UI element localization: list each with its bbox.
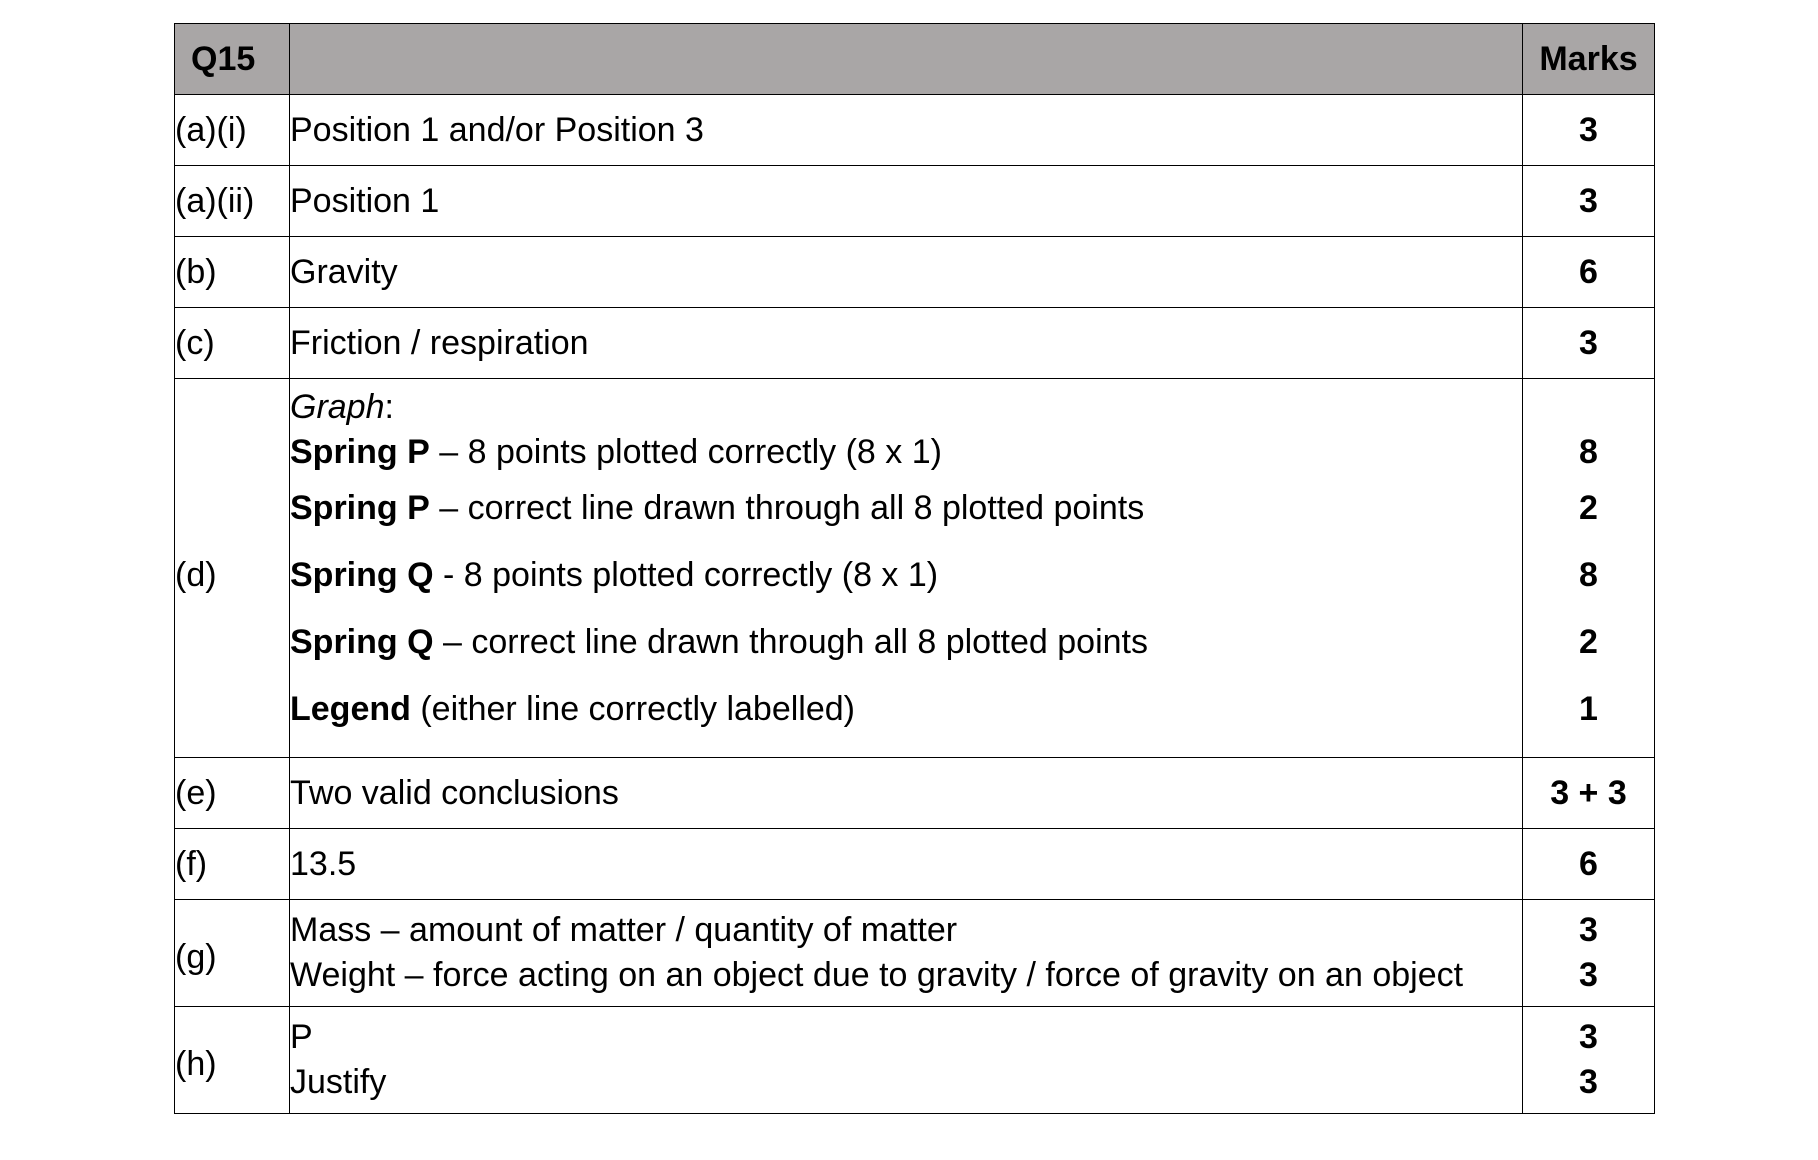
criterion-line [290, 542, 1522, 609]
answer-line: Mass – amount of matter / quantity of matter [290, 911, 958, 949]
criterion-line [290, 430, 1522, 475]
mark-value: 3 [1579, 1063, 1598, 1101]
part-label: (f) [175, 829, 290, 900]
mark-value: 3 [1523, 166, 1655, 237]
criterion-text: - 8 points plotted correctly (8 x 1) [433, 556, 939, 594]
graph-heading [290, 385, 1522, 430]
part-label [175, 900, 290, 1007]
header-blank [290, 24, 1523, 95]
table-row [175, 900, 1655, 1007]
mark-value: 3 [1579, 956, 1598, 994]
header-question: Q15 [175, 24, 290, 95]
part-label [175, 379, 290, 758]
graph-heading-text: Graph [290, 388, 385, 426]
table-row [175, 95, 1655, 166]
table-row-graph [175, 379, 1655, 758]
part-label-text: (h) [175, 1044, 217, 1083]
mark-value: 2 [1579, 623, 1598, 661]
part-label: (c) [175, 308, 290, 379]
criterion-text: – correct line drawn through all 8 plotted points [429, 489, 1145, 527]
mark-value: 1 [1579, 690, 1598, 728]
criterion-line [290, 475, 1522, 542]
part-label: (a)(ii) [175, 166, 290, 237]
header-row [175, 24, 1655, 95]
part-label: (a)(i) [175, 95, 290, 166]
mark-value: 8 [1579, 556, 1598, 594]
mark-column [1523, 900, 1655, 1007]
mark-value: 6 [1523, 829, 1655, 900]
table-row [175, 166, 1655, 237]
criterion-line [290, 609, 1522, 676]
table-row [175, 237, 1655, 308]
mark-value: 3 [1579, 911, 1598, 949]
part-label: (b) [175, 237, 290, 308]
criterion-bold: Legend [290, 690, 411, 728]
answer-text: Friction / respiration [290, 308, 1523, 379]
answer-text: 13.5 [290, 829, 1523, 900]
table-row [175, 758, 1655, 829]
part-label [175, 1007, 290, 1114]
mark-value: 2 [1579, 489, 1598, 527]
answer-text: Two valid conclusions [290, 758, 1523, 829]
answer-line: Justify [290, 1063, 387, 1101]
answer-text: Gravity [290, 237, 1523, 308]
mark-value: 3 + 3 [1523, 758, 1655, 829]
answer-line: P [290, 1018, 313, 1056]
answer-lines [290, 900, 1523, 1007]
table-row [175, 1007, 1655, 1114]
mark-column [1523, 1007, 1655, 1114]
part-label-text: (g) [175, 937, 217, 976]
mark-value: 3 [1523, 95, 1655, 166]
criterion-text: (either line correctly labelled) [410, 690, 855, 728]
header-marks: Marks [1523, 24, 1655, 95]
answer-graph-criteria [290, 379, 1523, 758]
part-label: (e) [175, 758, 290, 829]
mark-column [1523, 379, 1655, 758]
criterion-bold: Spring P [290, 433, 430, 471]
mark-spacer [1523, 385, 1654, 430]
table-row [175, 308, 1655, 379]
criterion-text: – correct line drawn through all 8 plotted points [433, 623, 1148, 661]
table-row [175, 829, 1655, 900]
mark-value: 8 [1579, 433, 1598, 471]
part-label-text: (d) [175, 555, 217, 594]
mark-value: 3 [1579, 1018, 1598, 1056]
criterion-line [290, 676, 1522, 743]
criterion-bold: Spring P [290, 489, 430, 527]
criterion-text: – 8 points plotted correctly (8 x 1) [429, 433, 942, 471]
criterion-bold: Spring Q [290, 556, 434, 594]
mark-value: 3 [1523, 308, 1655, 379]
answer-text: Position 1 [290, 166, 1523, 237]
answer-text: Position 1 and/or Position 3 [290, 95, 1523, 166]
marking-scheme-table [174, 23, 1655, 1114]
answer-lines [290, 1007, 1523, 1114]
answer-line: Weight – force acting on an object due to gravity / force of gravity on an object [290, 956, 1464, 994]
graph-heading-colon: : [384, 388, 394, 426]
criterion-bold: Spring Q [290, 623, 434, 661]
mark-value: 6 [1523, 237, 1655, 308]
